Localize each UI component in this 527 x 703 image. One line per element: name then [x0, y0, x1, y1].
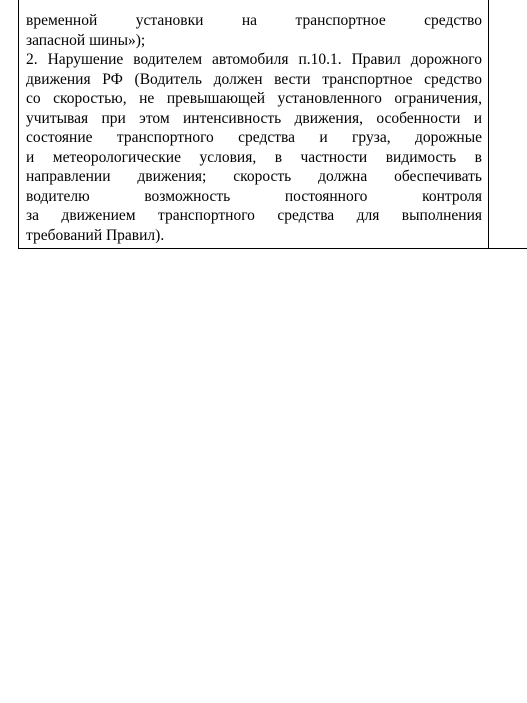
table-cell-empty: [489, 0, 527, 248]
text-line: водителю возможность постоянного контроля: [26, 187, 482, 205]
text-line: состояние транспортного средства и груза, дорожные: [26, 129, 482, 146]
text-line: направлении движения; скорость должна обеспечивать: [26, 168, 482, 185]
text-line: временной установки на транспортное средство: [26, 12, 482, 29]
text-line: движения РФ (Водитель должен вести транспортное средство: [26, 70, 482, 88]
document-table: [18, 0, 527, 249]
text-line: требований Правил).: [26, 226, 165, 244]
text-line: за движением транспортного средства для выполнения: [26, 207, 482, 224]
text-line: учитывая при этом интенсивность движения, особенности и: [26, 109, 482, 127]
text-line: со скоростью, не превышающей установленного ограничения,: [26, 90, 482, 107]
text-line: и метеорологические условия, в частности видимость в: [26, 148, 482, 166]
table-cell-description: [19, 0, 489, 248]
text-line: 2. Нарушение водителем автомобиля п.10.1. Правил дорожного: [26, 51, 482, 68]
text-line: запасной шины»);: [26, 31, 146, 49]
